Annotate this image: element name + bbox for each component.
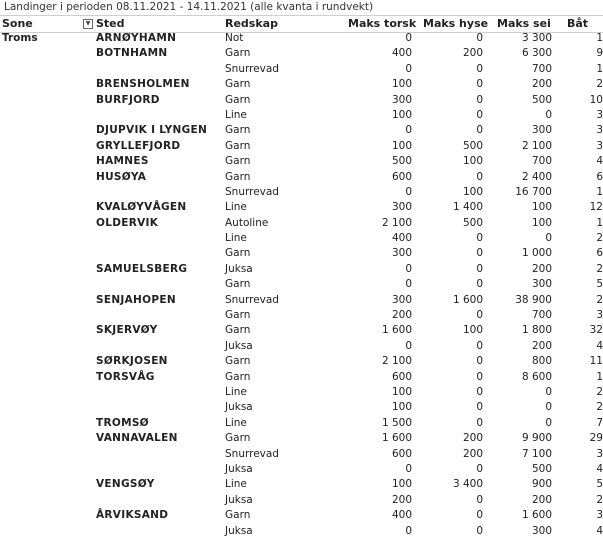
- table-row[interactable]: [0, 370, 603, 385]
- cell-torsk: 300: [391, 93, 412, 106]
- cell-torsk: 100: [391, 78, 412, 91]
- cell-redskap: Line: [225, 478, 247, 491]
- cell-sone: Troms: [2, 32, 38, 44]
- cell-sei: 200: [531, 493, 552, 506]
- cell-sei: 16 700: [515, 185, 552, 198]
- cell-torsk: 0: [405, 124, 412, 137]
- cell-bat: 1: [596, 370, 603, 383]
- cell-redskap: Garn: [225, 324, 251, 337]
- report-title: Landinger i perioden 08.11.2021 - 14.11.2021 (alle kvanta i rundvekt): [4, 1, 374, 13]
- cell-bat: 1: [596, 185, 603, 198]
- cell-sei: 8 600: [521, 370, 552, 383]
- table-row[interactable]: [0, 323, 603, 338]
- cell-hyse: 0: [476, 401, 483, 414]
- header-sted[interactable]: Sted: [96, 17, 125, 30]
- cell-redskap: Garn: [225, 139, 251, 152]
- cell-sei: 100: [531, 201, 552, 214]
- cell-hyse: 200: [462, 432, 483, 445]
- table-row[interactable]: [0, 339, 603, 354]
- cell-bat: 5: [596, 278, 603, 291]
- cell-hyse: 0: [476, 524, 483, 537]
- table-row[interactable]: [0, 31, 603, 46]
- cell-sted: TORSVÅG: [96, 370, 155, 383]
- cell-torsk: 600: [391, 170, 412, 183]
- cell-redskap: Juksa: [225, 401, 253, 414]
- cell-redskap: Not: [225, 32, 244, 44]
- table-row[interactable]: [0, 46, 603, 61]
- cell-sei: 2 400: [521, 170, 552, 183]
- cell-redskap: Garn: [225, 278, 251, 291]
- cell-hyse: 0: [476, 355, 483, 368]
- cell-torsk: 400: [391, 509, 412, 522]
- table-row[interactable]: [0, 477, 603, 492]
- cell-sei: 6 300: [521, 47, 552, 60]
- cell-hyse: 0: [476, 509, 483, 522]
- cell-redskap: Garn: [225, 47, 251, 60]
- table-row[interactable]: [0, 462, 603, 477]
- cell-redskap: Garn: [225, 509, 251, 522]
- cell-redskap: Snurrevad: [225, 62, 279, 75]
- table-row[interactable]: [0, 216, 603, 231]
- cell-sei: 1 000: [521, 247, 552, 260]
- cell-torsk: 200: [391, 309, 412, 322]
- table-row[interactable]: [0, 508, 603, 523]
- table-row[interactable]: [0, 231, 603, 246]
- cell-sei: 2 100: [521, 139, 552, 152]
- cell-redskap: Garn: [225, 355, 251, 368]
- cell-redskap: Garn: [225, 247, 251, 260]
- cell-bat: 1: [596, 216, 603, 229]
- cell-torsk: 100: [391, 108, 412, 121]
- cell-hyse: 0: [476, 278, 483, 291]
- table-row[interactable]: [0, 385, 603, 400]
- cell-sted: DJUPVIK I LYNGEN: [96, 124, 208, 137]
- cell-redskap: Autoline: [225, 216, 269, 229]
- cell-sted: GRYLLEFJORD: [96, 139, 181, 152]
- cell-hyse: 0: [476, 339, 483, 352]
- cell-sei: 300: [531, 124, 552, 137]
- cell-hyse: 0: [476, 78, 483, 91]
- cell-sei: 900: [531, 478, 552, 491]
- cell-redskap: Garn: [225, 93, 251, 106]
- cell-torsk: 0: [405, 62, 412, 75]
- cell-hyse: 0: [476, 62, 483, 75]
- cell-redskap: Snurrevad: [225, 447, 279, 460]
- table-row[interactable]: [0, 139, 603, 154]
- table-row[interactable]: [0, 493, 603, 508]
- cell-sted: HUSØYA: [96, 170, 147, 183]
- cell-bat: 7: [596, 416, 603, 429]
- cell-sted: BURFJORD: [96, 93, 160, 106]
- cell-sei: 9 900: [521, 432, 552, 445]
- cell-torsk: 2 100: [381, 355, 412, 368]
- cell-hyse: 1 600: [452, 293, 483, 306]
- cell-hyse: 200: [462, 447, 483, 460]
- cell-torsk: 1 600: [381, 324, 412, 337]
- cell-bat: 4: [596, 155, 603, 168]
- cell-sted: ARNØYHAMN: [96, 32, 177, 44]
- table-row[interactable]: [0, 93, 603, 108]
- table-row[interactable]: [0, 62, 603, 77]
- cell-torsk: 1 500: [381, 416, 412, 429]
- cell-sei: 200: [531, 78, 552, 91]
- cell-hyse: 0: [476, 124, 483, 137]
- filter-icon[interactable]: ▼: [83, 19, 93, 29]
- cell-bat: 3: [596, 309, 603, 322]
- cell-torsk: 100: [391, 401, 412, 414]
- cell-hyse: 0: [476, 32, 483, 44]
- cell-hyse: 0: [476, 232, 483, 245]
- cell-sei: 0: [545, 401, 552, 414]
- cell-sted: HAMNES: [96, 155, 149, 168]
- cell-bat: 1: [596, 32, 603, 44]
- cell-hyse: 0: [476, 170, 483, 183]
- table-row[interactable]: [0, 154, 603, 169]
- cell-redskap: Juksa: [225, 493, 253, 506]
- cell-bat: 3: [596, 124, 603, 137]
- cell-redskap: Line: [225, 108, 247, 121]
- cell-bat: 12: [589, 201, 603, 214]
- cell-bat: 6: [596, 170, 603, 183]
- cell-torsk: 600: [391, 447, 412, 460]
- cell-redskap: Snurrevad: [225, 185, 279, 198]
- cell-sei: 0: [545, 108, 552, 121]
- cell-bat: 10: [589, 93, 603, 106]
- cell-torsk: 400: [391, 232, 412, 245]
- cell-sted: SKJERVØY: [96, 324, 158, 337]
- cell-bat: 3: [596, 447, 603, 460]
- header-maks-hyse[interactable]: Maks hyse: [423, 17, 489, 30]
- cell-redskap: Juksa: [225, 524, 253, 537]
- cell-torsk: 600: [391, 370, 412, 383]
- cell-torsk: 0: [405, 185, 412, 198]
- cell-sei: 700: [531, 155, 552, 168]
- cell-sted: BOTNHAMN: [96, 47, 168, 60]
- cell-sted: SENJAHOPEN: [96, 293, 176, 306]
- cell-sei: 3 300: [521, 32, 552, 44]
- cell-sei: 700: [531, 309, 552, 322]
- cell-torsk: 0: [405, 32, 412, 44]
- cell-redskap: Garn: [225, 370, 251, 383]
- cell-redskap: Line: [225, 201, 247, 214]
- cell-redskap: Garn: [225, 78, 251, 91]
- cell-hyse: 100: [462, 185, 483, 198]
- table-row[interactable]: [0, 246, 603, 261]
- cell-torsk: 400: [391, 47, 412, 60]
- table-row[interactable]: [0, 354, 603, 369]
- cell-sei: 800: [531, 355, 552, 368]
- cell-sted: OLDERVIK: [96, 216, 159, 229]
- table-row[interactable]: [0, 185, 603, 200]
- table-row[interactable]: [0, 123, 603, 138]
- cell-torsk: 300: [391, 293, 412, 306]
- cell-sei: 300: [531, 278, 552, 291]
- cell-hyse: 0: [476, 108, 483, 121]
- cell-hyse: 500: [462, 216, 483, 229]
- cell-sei: 300: [531, 524, 552, 537]
- cell-torsk: 0: [405, 262, 412, 275]
- cell-redskap: Garn: [225, 155, 251, 168]
- cell-hyse: 3 400: [452, 478, 483, 491]
- cell-sted: TROMSØ: [96, 416, 149, 429]
- cell-hyse: 500: [462, 139, 483, 152]
- cell-sei: 200: [531, 339, 552, 352]
- cell-torsk: 200: [391, 493, 412, 506]
- cell-redskap: Garn: [225, 309, 251, 322]
- cell-torsk: 100: [391, 139, 412, 152]
- header-bat[interactable]: Båt: [567, 17, 589, 30]
- cell-redskap: Juksa: [225, 339, 253, 352]
- cell-torsk: 300: [391, 247, 412, 260]
- table-row[interactable]: [0, 170, 603, 185]
- cell-torsk: 300: [391, 201, 412, 214]
- cell-redskap: Snurrevad: [225, 293, 279, 306]
- cell-bat: 5: [596, 478, 603, 491]
- cell-redskap: Garn: [225, 170, 251, 183]
- cell-bat: 29: [589, 432, 603, 445]
- cell-torsk: 0: [405, 278, 412, 291]
- cell-sei: 1 800: [521, 324, 552, 337]
- cell-sei: 0: [545, 232, 552, 245]
- header-sone[interactable]: Sone: [2, 17, 33, 30]
- cell-bat: 4: [596, 524, 603, 537]
- cell-bat: 2: [596, 232, 603, 245]
- table-row[interactable]: [0, 416, 603, 431]
- cell-torsk: 2 100: [381, 216, 412, 229]
- cell-bat: 3: [596, 108, 603, 121]
- cell-redskap: Garn: [225, 124, 251, 137]
- cell-hyse: 1 400: [452, 201, 483, 214]
- cell-bat: 6: [596, 247, 603, 260]
- cell-sei: 7 100: [521, 447, 552, 460]
- table-row[interactable]: [0, 293, 603, 308]
- table-row[interactable]: [0, 308, 603, 323]
- table-row[interactable]: [0, 262, 603, 277]
- cell-bat: 1: [596, 62, 603, 75]
- cell-hyse: 0: [476, 309, 483, 322]
- cell-hyse: 0: [476, 416, 483, 429]
- cell-redskap: Line: [225, 232, 247, 245]
- cell-sei: 200: [531, 262, 552, 275]
- cell-bat: 11: [589, 355, 603, 368]
- cell-hyse: 100: [462, 155, 483, 168]
- cell-hyse: 0: [476, 370, 483, 383]
- cell-hyse: 0: [476, 385, 483, 398]
- cell-torsk: 0: [405, 524, 412, 537]
- cell-bat: 2: [596, 493, 603, 506]
- cell-sei: 0: [545, 385, 552, 398]
- cell-torsk: 0: [405, 462, 412, 475]
- cell-sted: ÅRVIKSAND: [96, 509, 169, 522]
- cell-redskap: Garn: [225, 432, 251, 445]
- cell-hyse: 0: [476, 93, 483, 106]
- cell-bat: 9: [596, 47, 603, 60]
- cell-bat: 3: [596, 509, 603, 522]
- table-body: [0, 31, 603, 539]
- cell-hyse: 200: [462, 47, 483, 60]
- cell-hyse: 100: [462, 324, 483, 337]
- table-row[interactable]: [0, 277, 603, 292]
- cell-bat: 2: [596, 293, 603, 306]
- cell-sted: KVALØYVÅGEN: [96, 201, 187, 214]
- cell-redskap: Line: [225, 385, 247, 398]
- cell-sted: SØRKJOSEN: [96, 355, 168, 368]
- cell-sted: BRENSHOLMEN: [96, 78, 190, 91]
- table-row[interactable]: [0, 447, 603, 462]
- table-row[interactable]: [0, 108, 603, 123]
- cell-hyse: 0: [476, 247, 483, 260]
- cell-redskap: Juksa: [225, 462, 253, 475]
- cell-bat: 2: [596, 401, 603, 414]
- cell-sei: 500: [531, 93, 552, 106]
- cell-hyse: 0: [476, 262, 483, 275]
- cell-sted: VENGSØY: [96, 478, 155, 491]
- cell-bat: 2: [596, 385, 603, 398]
- cell-hyse: 0: [476, 493, 483, 506]
- cell-sei: 0: [545, 416, 552, 429]
- table-row[interactable]: [0, 400, 603, 415]
- cell-bat: 32: [589, 324, 603, 337]
- cell-bat: 2: [596, 78, 603, 91]
- table-row[interactable]: [0, 431, 603, 446]
- header-redskap[interactable]: Redskap: [225, 17, 278, 30]
- cell-bat: 3: [596, 139, 603, 152]
- cell-sted: SAMUELSBERG: [96, 262, 188, 275]
- header-maks-sei[interactable]: Maks sei: [497, 17, 551, 30]
- cell-torsk: 500: [391, 155, 412, 168]
- header-maks-torsk[interactable]: Maks torsk: [348, 17, 417, 30]
- table-row[interactable]: [0, 200, 603, 215]
- cell-sei: 1 600: [521, 509, 552, 522]
- cell-torsk: 0: [405, 339, 412, 352]
- cell-redskap: Line: [225, 416, 247, 429]
- cell-bat: 2: [596, 262, 603, 275]
- cell-torsk: 100: [391, 385, 412, 398]
- cell-sei: 100: [531, 216, 552, 229]
- cell-torsk: 1 600: [381, 432, 412, 445]
- cell-bat: 4: [596, 462, 603, 475]
- cell-sei: 500: [531, 462, 552, 475]
- cell-hyse: 0: [476, 462, 483, 475]
- cell-redskap: Juksa: [225, 262, 253, 275]
- cell-bat: 4: [596, 339, 603, 352]
- cell-sei: 700: [531, 62, 552, 75]
- cell-sted: VANNAVALEN: [96, 432, 178, 445]
- table-row[interactable]: [0, 77, 603, 92]
- cell-torsk: 100: [391, 478, 412, 491]
- cell-sei: 38 900: [515, 293, 552, 306]
